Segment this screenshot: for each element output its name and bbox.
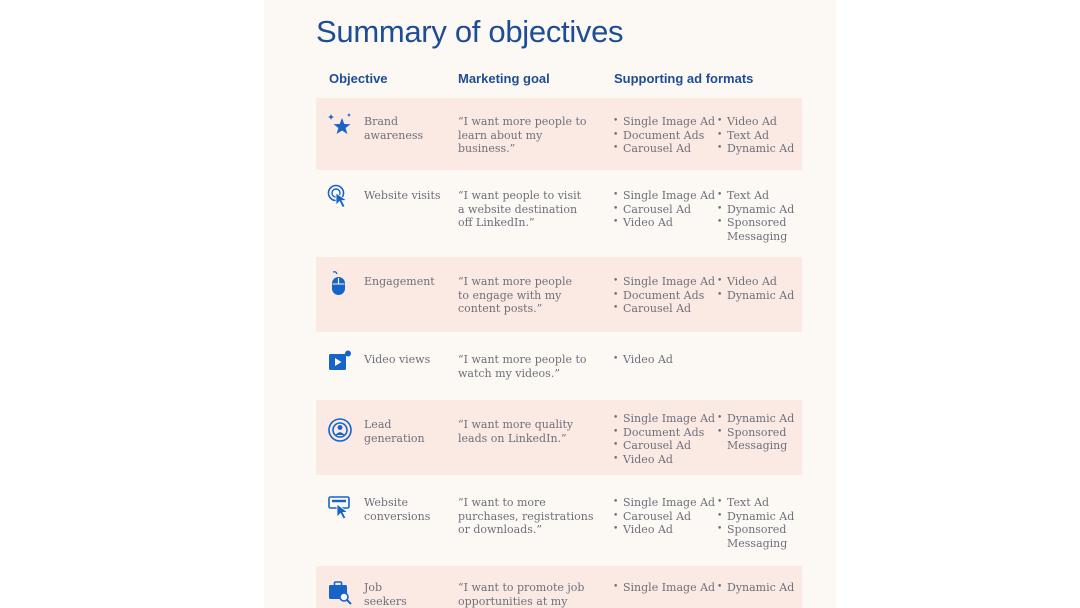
header-ad-formats: Supporting ad formats [614, 71, 754, 86]
ad-format-item: • Carousel Ad [613, 203, 717, 217]
objective-row-website-visits [316, 170, 802, 257]
ad-format-item: • Single Image Ad [613, 115, 717, 129]
ad-format-item: • Video Ad [717, 275, 801, 289]
ad-format-item: • Single Image Ad [613, 189, 717, 203]
ad-formats-list [717, 189, 801, 243]
ad-formats-list [613, 496, 717, 537]
briefcase-search-icon [327, 580, 353, 606]
ad-format-item: • Single Image Ad [613, 496, 717, 510]
ad-format-item: • Dynamic Ad [717, 510, 801, 524]
marketing-goal-text: “I want people to visit a website destination off LinkedIn.” [458, 189, 582, 229]
ad-format-item: • Single Image Ad [613, 412, 717, 426]
ad-format-item: • Dynamic Ad [717, 203, 801, 217]
ad-format-item: • Sponsored Messaging [717, 523, 801, 550]
web-cursor-icon [327, 495, 353, 521]
ad-formats-list [613, 353, 717, 367]
mouse-icon [327, 270, 353, 296]
ad-formats-list [717, 275, 801, 302]
objective-label: Website visits [364, 189, 441, 202]
ad-formats-list [717, 496, 801, 550]
ad-formats-list [613, 412, 717, 466]
cursor-click-icon [327, 184, 353, 210]
ad-formats-list [613, 275, 717, 316]
ad-format-item: • Carousel Ad [613, 510, 717, 524]
ad-format-item: • Document Ads [613, 289, 717, 303]
ad-formats-list [613, 115, 717, 156]
ad-format-item: • Document Ads [613, 129, 717, 143]
ad-formats-list [717, 115, 801, 156]
marketing-goal-text: “I want more people to engage with my content posts.” [458, 275, 573, 315]
ad-formats-list [613, 581, 717, 595]
objective-label: Job seekers [364, 581, 407, 608]
ad-format-item: • Dynamic Ad [717, 289, 801, 303]
marketing-goal-text: “I want more people to learn about my business.” [458, 115, 587, 155]
objective-label: Lead generation [364, 418, 425, 445]
ad-format-item: • Video Ad [613, 523, 717, 537]
ad-format-item: • Carousel Ad [613, 302, 717, 316]
ad-format-item: • Text Ad [717, 496, 801, 510]
objective-row-video-views [316, 332, 802, 400]
ad-formats-list [717, 581, 801, 595]
video-play-icon [327, 349, 353, 375]
star-sparkle-icon [327, 112, 353, 138]
objective-label: Video views [364, 353, 431, 366]
marketing-goal-text: “I want to promote job opportunities at my [458, 581, 585, 608]
objective-row-engagement [316, 257, 802, 332]
ad-format-item: • Carousel Ad [613, 142, 717, 156]
marketing-goal-text: “I want more quality leads on LinkedIn.” [458, 418, 574, 445]
objective-row-lead-generation [316, 400, 802, 475]
marketing-goal-text: “I want more people to watch my videos.” [458, 353, 587, 380]
ad-format-item: • Single Image Ad [613, 275, 717, 289]
ad-format-item: • Dynamic Ad [717, 581, 801, 595]
objective-label: Engagement [364, 275, 435, 288]
marketing-goal-text: “I want to more purchases, registrations or downloads.” [458, 496, 594, 536]
page-title: Summary of objectives [316, 14, 624, 49]
ad-formats-list [717, 412, 801, 453]
ad-format-item: • Dynamic Ad [717, 412, 801, 426]
objective-row-brand-awareness [316, 98, 802, 170]
ad-format-item: • Single Image Ad [613, 581, 717, 595]
objective-row-website-conversions [316, 475, 802, 566]
ad-format-item: • Video Ad [717, 115, 801, 129]
ad-format-item: • Sponsored Messaging [717, 216, 801, 243]
ad-format-item: • Text Ad [717, 129, 801, 143]
ad-format-item: • Carousel Ad [613, 439, 717, 453]
ad-format-item: • Video Ad [613, 353, 717, 367]
ad-format-item: • Text Ad [717, 189, 801, 203]
ad-format-item: • Sponsored Messaging [717, 426, 801, 453]
objective-label: Website conversions [364, 496, 431, 523]
ad-format-item: • Dynamic Ad [717, 142, 801, 156]
document-page [264, 0, 836, 608]
header-objective: Objective [329, 71, 388, 86]
ad-format-item: • Video Ad [613, 453, 717, 467]
header-marketing-goal: Marketing goal [458, 71, 550, 86]
ad-formats-list [613, 189, 717, 230]
target-person-icon [327, 417, 353, 443]
objective-row-job-seekers [316, 566, 802, 608]
ad-format-item: • Document Ads [613, 426, 717, 440]
objective-label: Brand awareness [364, 115, 424, 142]
ad-format-item: • Video Ad [613, 216, 717, 230]
